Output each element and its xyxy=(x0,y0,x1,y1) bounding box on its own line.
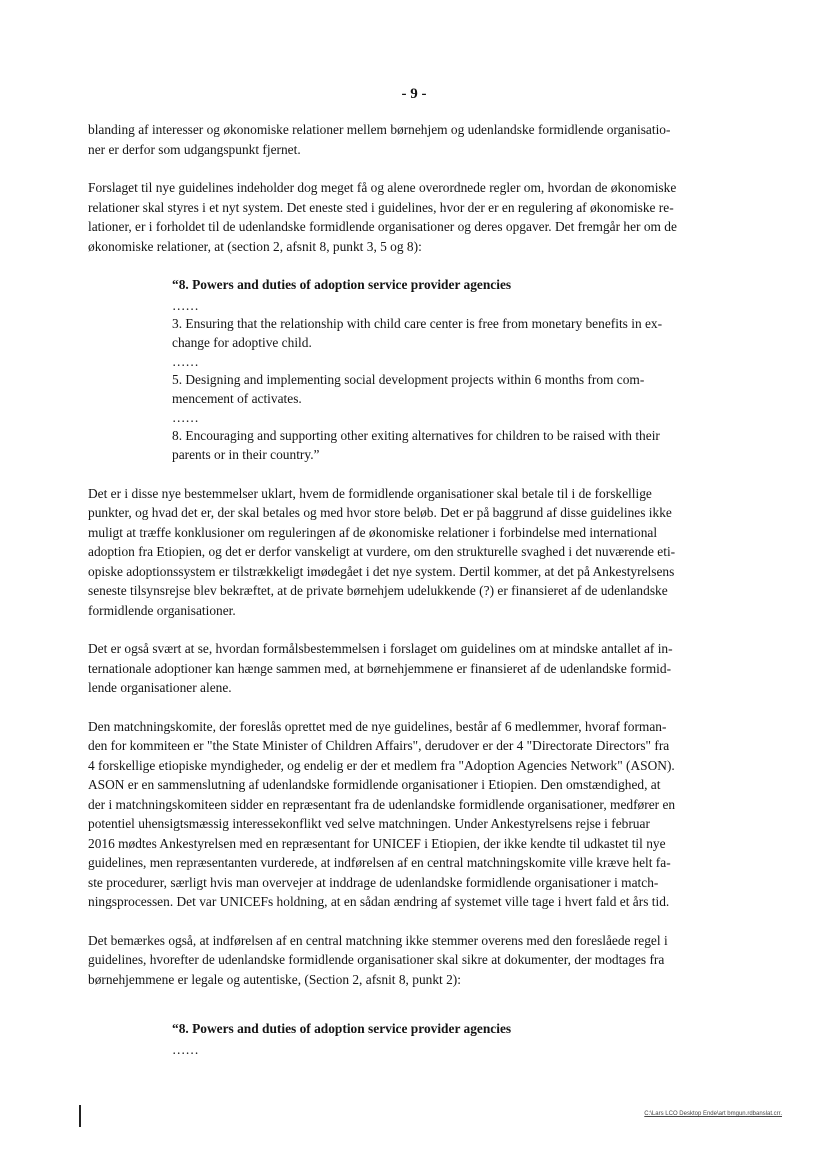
ellipsis: …… xyxy=(172,353,199,369)
text-line: Det bemærkes også, at indførelsen af en central matchning ikke stemmer overens med den foreslåede regel i xyxy=(88,932,668,948)
text-line: Det er også svært at se, hvordan formålsbestemmelsen i forslaget om guidelines om at mindske antallet af in- xyxy=(88,641,673,656)
text-line: lationer, er i forholdet til de udenlandske formidlende organisationer og deres opgaver. Det fremgår her om de xyxy=(88,219,677,234)
text-line: Forslaget til nye guidelines indeholder dog meget få og alene overordnede regler om, hvordan de økonomiske xyxy=(88,180,677,195)
quote-heading: “8. Powers and duties of adoption service provider agencies xyxy=(172,1021,512,1036)
ellipsis: …… xyxy=(172,1041,199,1057)
text-line: ner er derfor som udgangspunkt fjernet. xyxy=(88,141,301,157)
text-line: ningsprocessen. Det var UNICEFs holdning, at en sådan ændring af systemet ville tage i hvert fald et års tid. xyxy=(88,894,670,909)
text-line: opiske adoptionssystem er tilstrækkeligt imødegået i det nye system. Dertil kommer, at det på Ankestyrelsens xyxy=(88,563,675,579)
margin-change-bar xyxy=(79,1105,81,1127)
paragraph-3 xyxy=(88,484,733,621)
text-line: adoption fra Etiopien, og det er derfor vanskeligt at vurdere, om den strukturelle svaghed i det nuværende eti- xyxy=(88,544,676,559)
text-line: parents or in their country.” xyxy=(172,447,320,462)
text-line: 2016 mødtes Ankestyrelsen med en repræsentant for UNICEF i Etiopien, der ikke kendte til udkastet til nye xyxy=(88,835,666,851)
text-line: Det er i disse nye bestemmelser uklart, hvem de formidlende organisationer skal betale til i de forskellige xyxy=(88,485,652,501)
quote-item-3 xyxy=(172,314,733,353)
quote-block-2 xyxy=(172,1019,733,1058)
text-line: den for kommiteen er "the State Minister of Children Affairs", derudover er der 4 "Directorate Directors" fra xyxy=(88,738,670,753)
text-line: potentiel uhensigtsmæssig interessekonflikt ved selve matchningen. Under Ankestyrelsens rejse i februar xyxy=(88,816,650,831)
text-line: 4 forskellige etiopiske myndigheder, og endelig er der et medlem fra "Adoption Agencies Network" (ASON). xyxy=(88,757,675,773)
text-line: lende organisationer alene. xyxy=(88,680,232,695)
page-number: - 9 - xyxy=(401,86,427,102)
text-line: 3. Ensuring that the relationship with child care center is free from monetary benefits in ex- xyxy=(172,315,663,331)
paragraph-4 xyxy=(88,639,733,698)
text-line: blanding af interesser og økonomiske relationer mellem børnehjem og udenlandske formidlende organisatio- xyxy=(88,122,671,137)
text-line: 8. Encouraging and supporting other exiting alternatives for children to be raised with their xyxy=(172,427,660,443)
text-line: økonomiske relationer, at (section 2, afsnit 8, punkt 3, 5 og 8): xyxy=(88,238,422,254)
quote-item-8 xyxy=(172,426,733,465)
text-line: ste procedurer, særligt hvis man overvejer at inddrage de udenlandske formidlende organisationer i match- xyxy=(88,874,659,890)
document-body xyxy=(88,120,733,1077)
ellipsis: …… xyxy=(172,409,199,425)
text-line: seneste tilsynsrejse blev bekræftet, at de private børnehjem udelukkende (?) er finansieret af de udenlandske xyxy=(88,583,668,598)
paragraph-2 xyxy=(88,178,733,256)
paragraph-6 xyxy=(88,931,733,990)
text-line: der i matchningskomiteen sidder en repræsentant fra de udenlandske formidlende organisationer, medfører en xyxy=(88,796,676,812)
text-line: muligt at træffe konklusioner om reguleringen af de økonomiske relationer i forbindelse med international xyxy=(88,524,658,540)
text-line: formidlende organisationer. xyxy=(88,602,236,618)
quote-heading: “8. Powers and duties of adoption service provider agencies xyxy=(172,277,512,292)
text-line: ASON er en sammenslutning af udenlandske formidlende organisationer i Etiopien. Den omstændighed, at xyxy=(88,777,661,792)
text-line: mencement of activates. xyxy=(172,391,302,406)
text-line: Den matchningskomite, der foreslås oprettet med de nye guidelines, består af 6 medlemmer, hvoraf forman- xyxy=(88,718,667,734)
paragraph-1 xyxy=(88,120,733,159)
text-line: relationer skal styres i et nyt system. Det eneste sted i guidelines, hvor der er en regulering af økonomiske re- xyxy=(88,199,674,215)
quote-item-5 xyxy=(172,370,733,409)
text-line: guidelines, hvorefter de udenlandske formidlende organisationer skal sikre at dokumenter, der modtages fra xyxy=(88,952,665,967)
quote-block-1 xyxy=(172,275,733,465)
text-line: punkter, og hvad det er, der skal betales og med hvor store beløb. Det er på baggrund af disse guidelines ikke xyxy=(88,505,672,520)
text-line: change for adoptive child. xyxy=(172,335,312,350)
text-line: børnehjemmene er legale og autentiske, (Section 2, afsnit 8, punkt 2): xyxy=(88,971,461,987)
text-line: ternationale adoptioner kan hænge sammen med, at børnehjemmene er finansieret af de udenlandske formid- xyxy=(88,660,672,676)
text-line: 5. Designing and implementing social development projects within 6 months from com- xyxy=(172,371,645,387)
ellipsis: …… xyxy=(172,297,199,313)
paragraph-5 xyxy=(88,717,733,912)
text-line: guidelines, men repræsentanten vurderede, at indførelsen af en central matchningskomite ville kræve helt fa- xyxy=(88,855,671,870)
footer-file-path: C:\Lars LCO Desktop Ende\art bmgun.rdbanslat.crr. xyxy=(644,1111,782,1117)
